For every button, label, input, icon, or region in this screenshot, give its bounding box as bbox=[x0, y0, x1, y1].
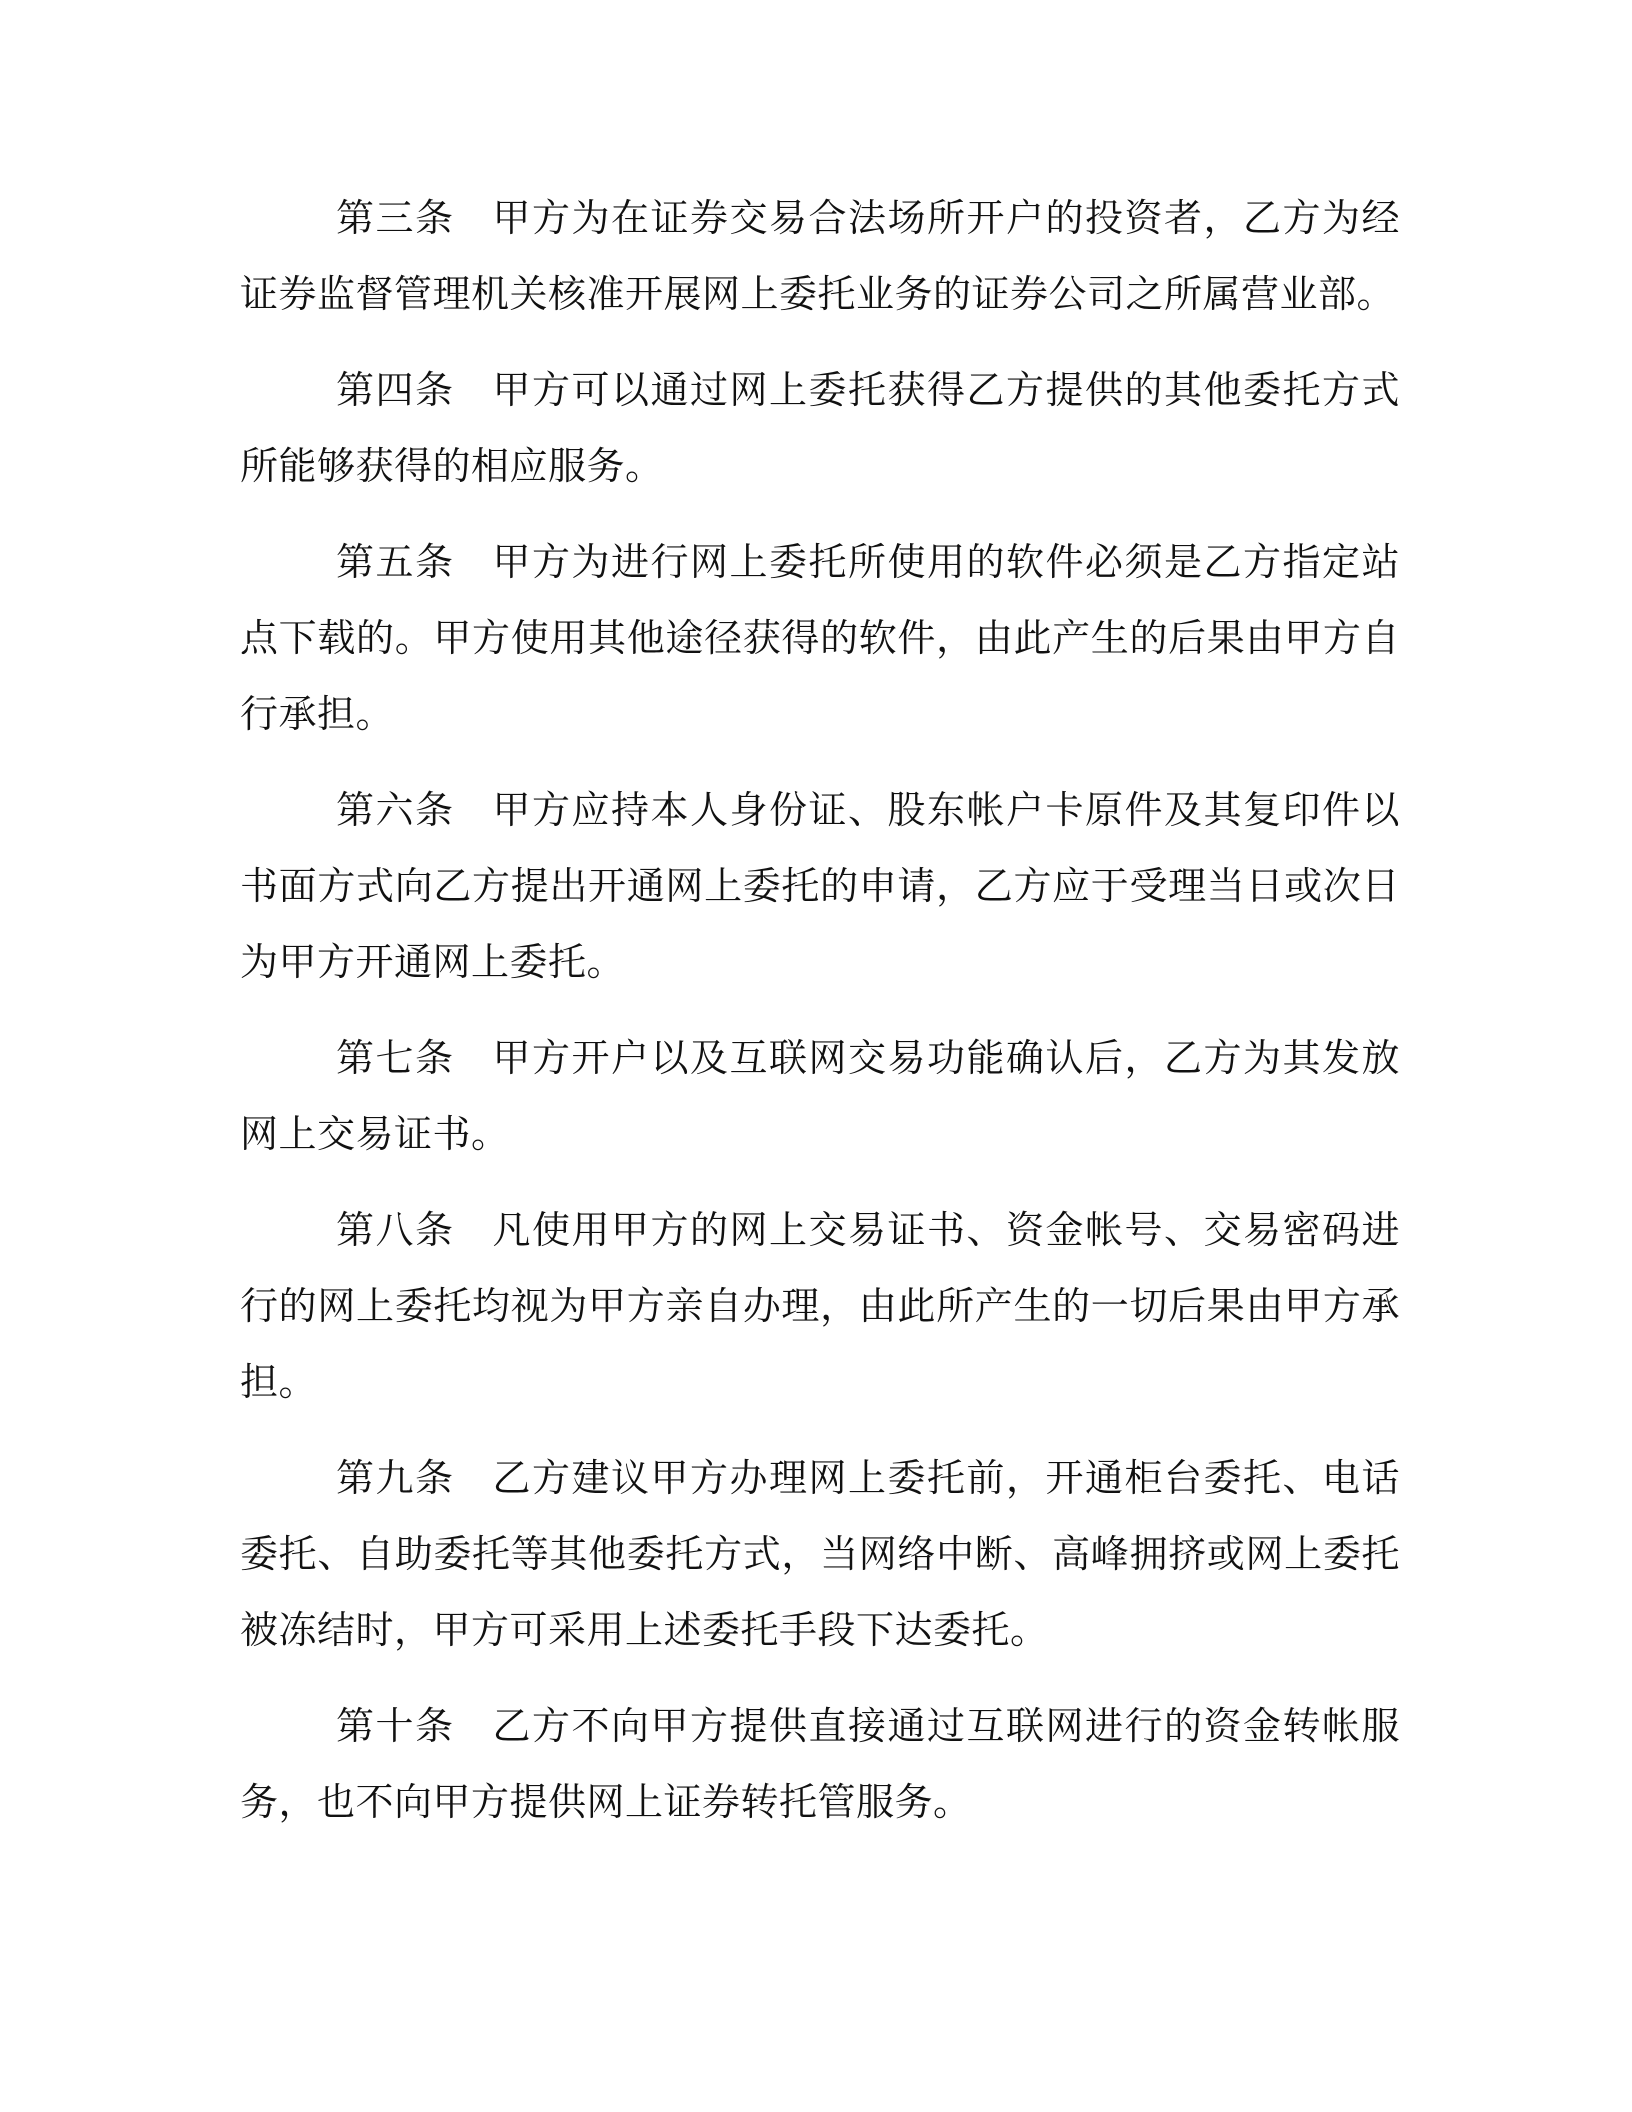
article-7 bbox=[240, 1020, 1400, 1172]
article-number: 第四条 bbox=[336, 368, 455, 412]
article-text: 甲方为在证券交易合法场所开户的投资者，乙方为经证券监督管理机关核准开展网上委托业务的证券公司之所属营业部。 bbox=[240, 196, 1400, 316]
article-text: 甲方为进行网上委托所使用的软件必须是乙方指定站点下载的。甲方使用其他途径获得的软件，由此产生的后果由甲方自行承担。 bbox=[240, 540, 1400, 736]
article-number: 第九条 bbox=[336, 1456, 455, 1500]
article-text: 甲方应持本人身份证、股东帐户卡原件及其复印件以书面方式向乙方提出开通网上委托的申请，乙方应于受理当日或次日为甲方开通网上委托。 bbox=[240, 788, 1400, 984]
article-text: 乙方不向甲方提供直接通过互联网进行的资金转帐服务，也不向甲方提供网上证券转托管服务。 bbox=[240, 1704, 1400, 1824]
article-5 bbox=[240, 524, 1400, 752]
article-text: 乙方建议甲方办理网上委托前，开通柜台委托、电话委托、自助委托等其他委托方式，当网络中断、高峰拥挤或网上委托被冻结时，甲方可采用上述委托手段下达委托。 bbox=[240, 1456, 1400, 1652]
article-number: 第十条 bbox=[336, 1704, 455, 1748]
article-number: 第五条 bbox=[336, 540, 455, 584]
article-text: 甲方可以通过网上委托获得乙方提供的其他委托方式所能够获得的相应服务。 bbox=[240, 368, 1400, 488]
article-6 bbox=[240, 772, 1400, 1000]
article-4 bbox=[240, 352, 1400, 504]
article-8 bbox=[240, 1192, 1400, 1420]
article-number: 第八条 bbox=[336, 1208, 455, 1252]
article-10 bbox=[240, 1688, 1400, 1840]
article-number: 第七条 bbox=[336, 1036, 455, 1080]
article-number: 第三条 bbox=[336, 196, 455, 240]
document-body bbox=[240, 180, 1400, 1860]
article-3 bbox=[240, 180, 1400, 332]
article-number: 第六条 bbox=[336, 788, 455, 832]
article-text: 甲方开户以及互联网交易功能确认后，乙方为其发放网上交易证书。 bbox=[240, 1036, 1400, 1156]
article-text: 凡使用甲方的网上交易证书、资金帐号、交易密码进行的网上委托均视为甲方亲自办理，由此所产生的一切后果由甲方承担。 bbox=[240, 1208, 1400, 1404]
article-9 bbox=[240, 1440, 1400, 1668]
